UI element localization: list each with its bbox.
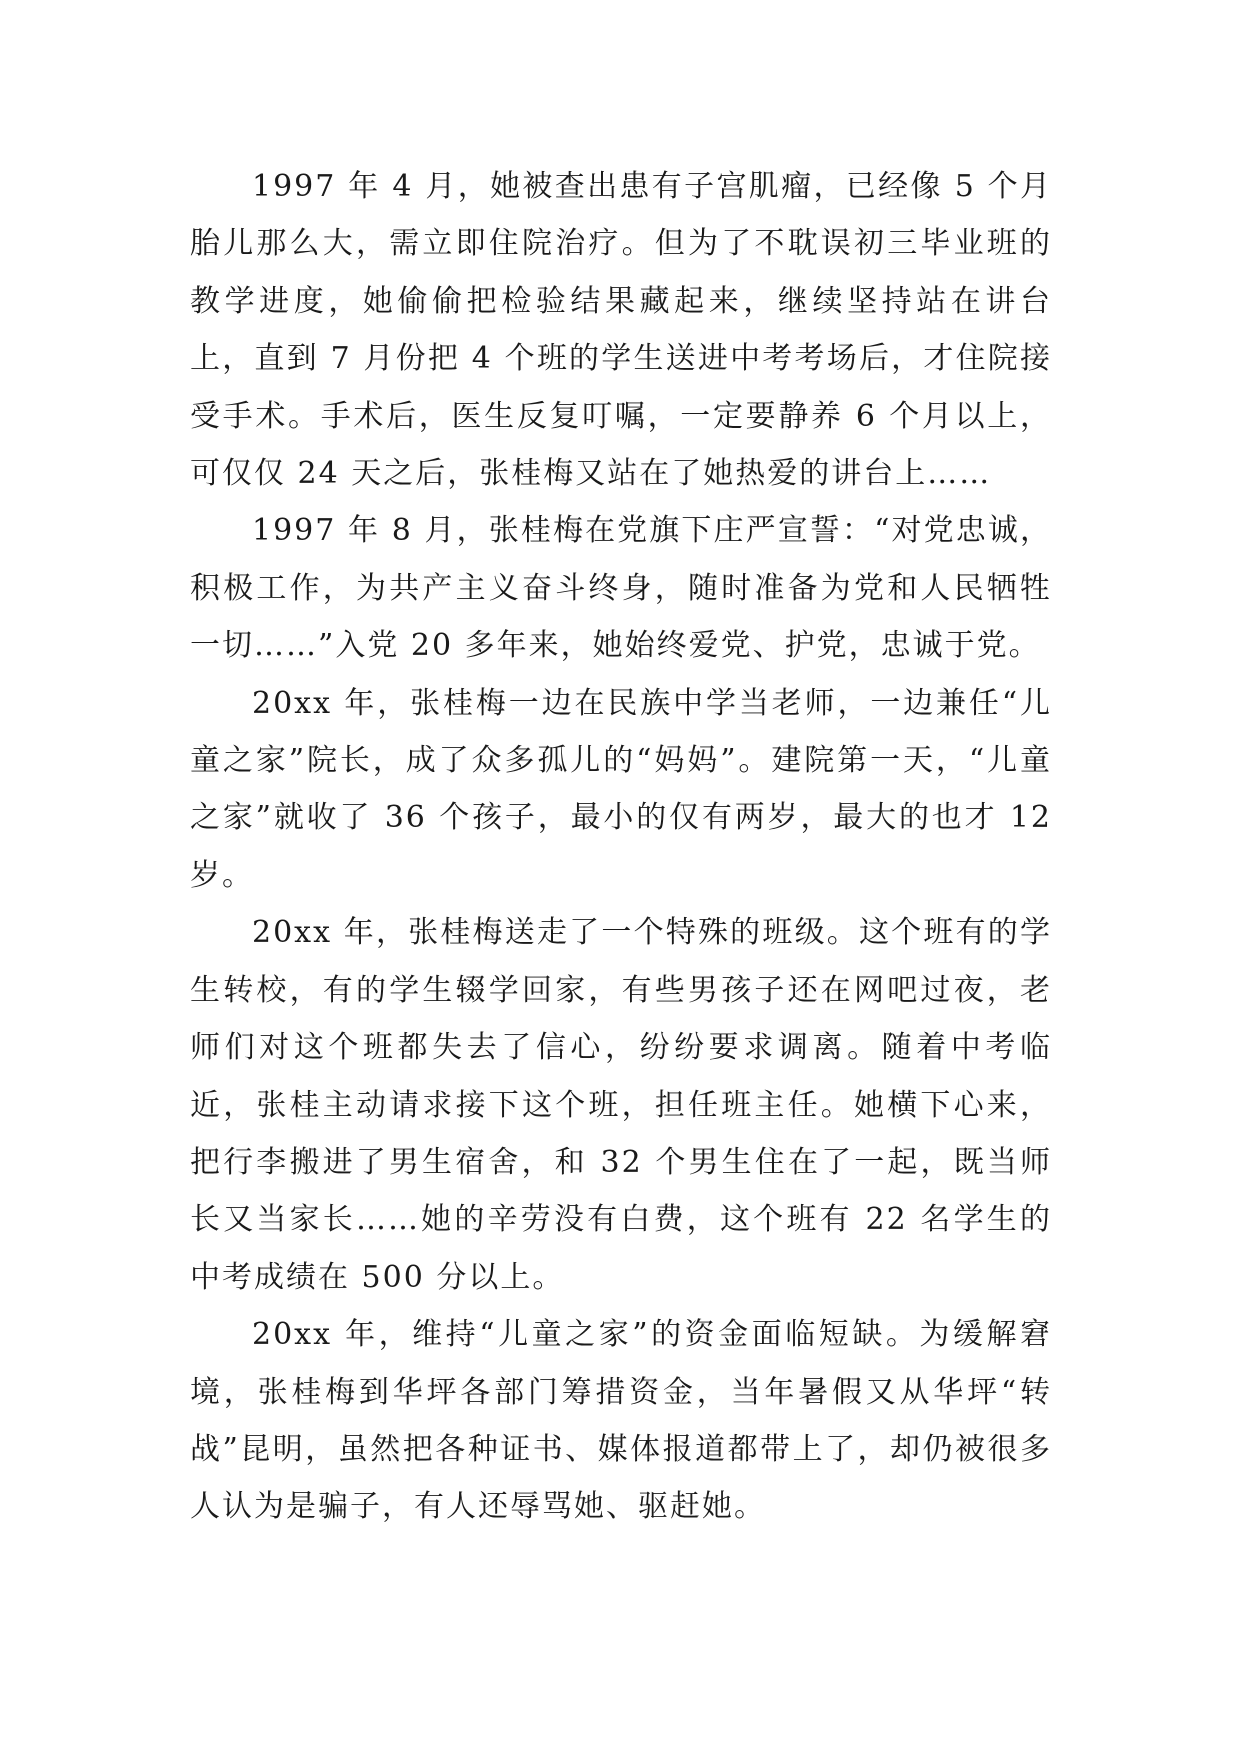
paragraph-4: 20xx 年，张桂梅送走了一个特殊的班级。这个班有的学生转校，有的学生辍学回家，有些男孩子还在网吧过夜，老师们对这个班都失去了信心，纷纷要求调离。随着中考临近，张桂主动请求接下这个班，担任班主任。她横下心来，把行李搬进了男生宿舍，和 32 个男生住在了一起，既当师长又当家长……她的辛劳没有白费，这个班有 22 名学生的中考成绩在 500 分以上。 [190, 915, 1052, 1295]
document-body [190, 158, 1052, 1536]
paragraph-3: 20xx 年，张桂梅一边在民族中学当老师，一边兼任“儿童之家”院长，成了众多孤儿的“妈妈”。建院第一天，“儿童之家”就收了 36 个孩子，最小的仅有两岁，最大的也才 12 岁。 [190, 685, 1052, 893]
paragraph-1: 1997 年 4 月，她被查出患有子宫肌瘤，已经像 5 个月胎儿那么大，需立即住院治疗。但为了不耽误初三毕业班的教学进度，她偷偷把检验结果藏起来，继续坚持站在讲台上，直到 7 月份把 4 个班的学生送进中考考场后，才住院接受手术。手术后，医生反复叮嘱，一定要静养 6 个月以上，可仅仅 24 天之后，张桂梅又站在了她热爱的讲台上…… [190, 169, 1052, 492]
paragraph-2: 1997 年 8 月，张桂梅在党旗下庄严宣誓：“对党忠诚，积极工作，为共产主义奋斗终身，随时准备为党和人民牺牲一切……”入党 20 多年来，她始终爱党、护党，忠诚于党。 [190, 513, 1052, 664]
paragraph-5: 20xx 年，维持“儿童之家”的资金面临短缺。为缓解窘境，张桂梅到华坪各部门筹措资金，当年暑假又从华坪“转战”昆明，虽然把各种证书、媒体报道都带上了，却仍被很多人认为是骗子，有人还辱骂她、驱赶她。 [190, 1317, 1052, 1525]
